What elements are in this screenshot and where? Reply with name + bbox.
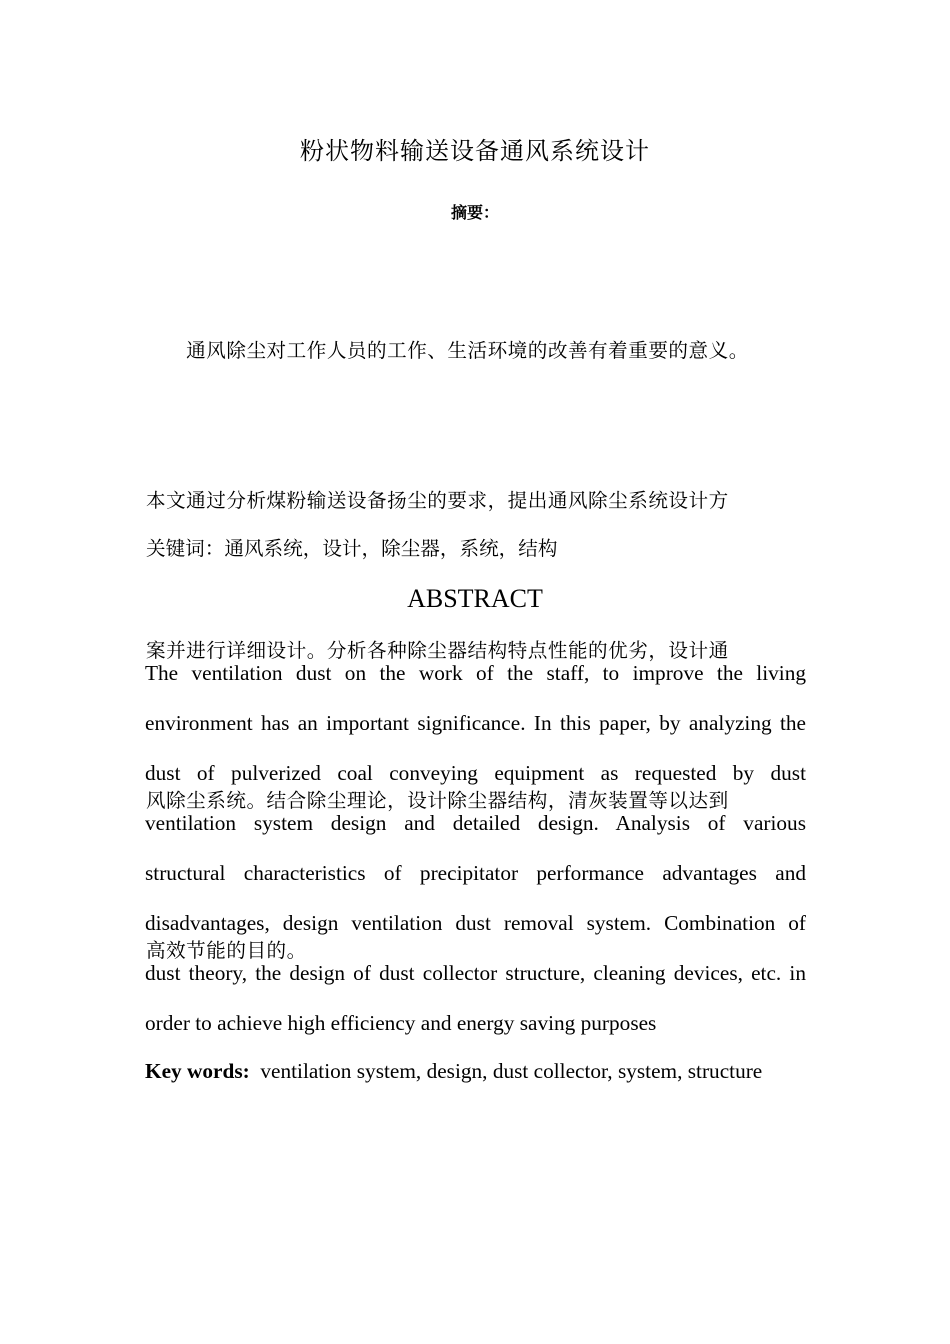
abstract-line-cn: 高效节能的目的。 (146, 939, 307, 962)
abstract-line-en: dust of pulverized coal conveying equipment as requested by dust (145, 761, 806, 785)
keywords-value-cn: 通风系统，设计，除尘器，系统，结构 (224, 537, 558, 560)
abstract-line-en: structural characteristics of precipitator performance advantages and (145, 861, 806, 885)
abstract-line-en: disadvantages, design ventilation dust removal system. Combination of (145, 911, 806, 935)
abstract-line-cn: 通风除尘对工作人员的工作、生活环境的改善有着重要的意义。 (146, 339, 749, 362)
keywords-label-en: Key words: (145, 1059, 250, 1083)
abstract-line-cn: 风除尘系统。结合除尘理论，设计除尘器结构，清灰装置等以达到 (146, 789, 729, 812)
abstract-line-en: ventilation system design and detailed design. Analysis of various (145, 811, 806, 835)
abstract-body-en (145, 648, 806, 1048)
abstract-line-cn: 案并进行详细设计。分析各种除尘器结构特点性能的优劣，设计通 (146, 639, 729, 662)
keywords-cn (146, 532, 836, 566)
document-title: 粉状物料输送设备通风系统设计 (300, 137, 650, 165)
abstract-heading-en: ABSTRACT (407, 584, 543, 613)
abstract-label-cn: 摘要： (450, 203, 499, 222)
keywords-value-en: ventilation system, design, dust collector, system, structure (260, 1059, 763, 1083)
abstract-line-en: The ventilation dust on the work of the staff, to improve the living (145, 661, 806, 685)
abstract-line-en: dust theory, the design of dust collector structure, cleaning devices, etc. in (145, 961, 806, 985)
abstract-line-cn: 本文通过分析煤粉输送设备扬尘的要求，提出通风除尘系统设计方 (146, 489, 729, 512)
keywords-en (145, 1054, 845, 1088)
keywords-label-cn: 关键词： (146, 537, 225, 560)
abstract-line-en: environment has an important significance. In this paper, by analyzing the (145, 711, 806, 735)
abstract-line-en: order to achieve high efficiency and energy saving purposes (145, 1011, 657, 1035)
